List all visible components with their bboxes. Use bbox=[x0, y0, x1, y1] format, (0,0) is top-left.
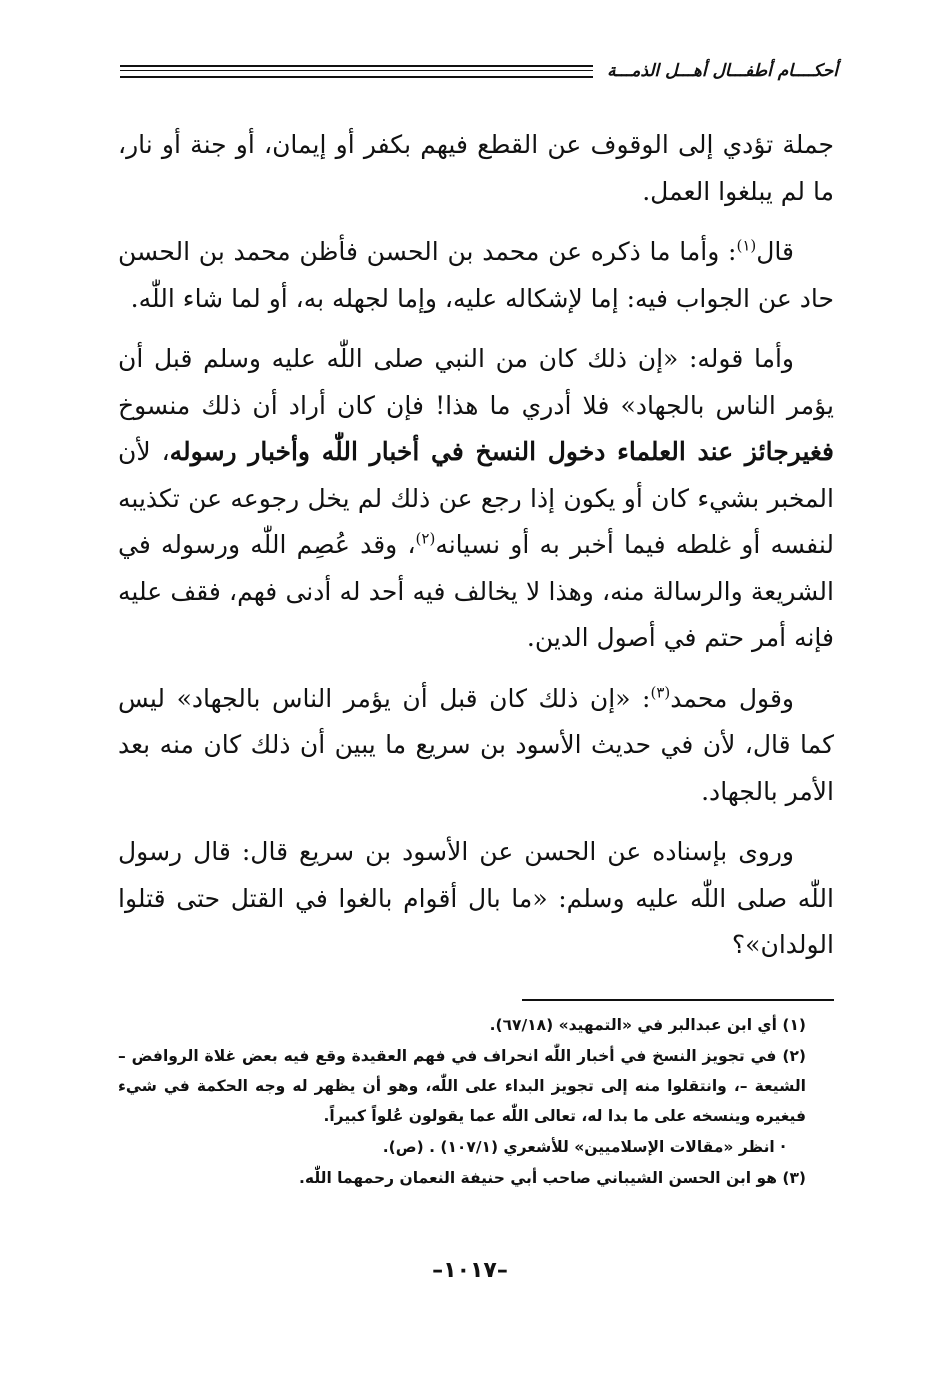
paragraph-1: جملة تؤدي إلى الوقوف عن القطع فيهم بكفر أو إيمان، أو جنة أو نار، ما لم يبلغوا العمل. bbox=[118, 130, 834, 206]
footnote-2-note: · انظر «مقالات الإسلاميين» للأشعري (١٠٧/١) . (ص). bbox=[382, 1138, 786, 1156]
footnote-3: (٣) هو ابن الحسن الشيباني صاحب أبي حنيفة النعمان رحمهما اللّٰه. bbox=[299, 1169, 806, 1187]
footnote-1: (١) أي ابن عبدالبر في «التمهيد» (٦٧/١٨). bbox=[489, 1016, 806, 1034]
paragraph-4-text-b: : «إن ذلك كان قبل أن يؤمر الناس بالجهاد» ليس كما قال، لأن في حديث الأسود بن سريع ما يبين أن ذلك كان منه بعد الأمر بالجهاد. bbox=[118, 683, 834, 806]
paragraph-2-text-a: قال bbox=[756, 237, 794, 266]
header-double-rule bbox=[120, 65, 593, 78]
footnote-separator bbox=[522, 999, 834, 1001]
paragraph-3 bbox=[118, 336, 834, 662]
footnote-ref-1: (١) bbox=[736, 236, 757, 255]
footnote-ref-2: (٢) bbox=[415, 529, 436, 548]
paragraph-3-bold-text: فغيرجائز عند العلماء دخول النسخ في أخبار اللّٰه وأخبار رسوله bbox=[169, 437, 834, 466]
paragraph-4 bbox=[118, 676, 834, 816]
paragraph-3-text-a: وأما قوله: «إن ذلك كان من النبي صلى اللّٰه عليه وسلم قبل أن يؤمر الناس بالجهاد» فلا أدري ما هذا! فإن كان أراد أن ذلك منسوخ bbox=[118, 344, 834, 420]
paragraph-5: وروى بإسناده عن الحسن عن الأسود بن سريع قال: قال رسول اللّٰه صلى اللّٰه عليه وسلم: «ما بال أقوام بالغوا في القتل حتى قتلوا الولدان»؟ bbox=[118, 837, 834, 959]
paragraph-2-text-b: : وأما ما ذكره عن محمد بن الحسن فأظن محمد بن الحسن حاد عن الجواب فيه: إما لإشكاله عليه، وإما لجهله به، أو لما شاء اللّٰه. bbox=[118, 237, 834, 313]
footnotes bbox=[118, 1010, 834, 1194]
main-text bbox=[118, 122, 834, 983]
paragraph-3-text-c: ، وقد عُصِم اللّٰه ورسوله في الشريعة والرسالة منه، وهذا لا يخالف فيه أحد له أدنى فهم، فقف عليه فإنه أمر حتم في أصول الدين. bbox=[118, 530, 834, 652]
footnote-ref-3: (٣) bbox=[650, 683, 671, 702]
footnote-2: (٢) في تجويز النسخ في أخبار اللّٰه انحراف في فهم العقيدة وقع فيه بعض غلاة الروافض – الشيعة –، وانتقلوا منه إلى تجويز البداء على اللّٰه، وهو أن يظهر له وجه الحكمة في شيء فيغيره وينسخه على ما بدا له، تعالى اللّٰه عما يقولون عُلواً كبيراً. bbox=[118, 1047, 806, 1125]
page-number: –١٠١٧– bbox=[432, 1258, 508, 1283]
paragraph-2 bbox=[118, 229, 834, 322]
paragraph-3-text-b: ، لأن المخبر بشيء كان أو يكون إذا رجع عن ذلك لم يخل رجوعه عن تكذيبه لنفسه أو غلطه فيما أخبر به أو نسيانه bbox=[118, 437, 834, 559]
running-header bbox=[120, 56, 838, 86]
header-title: أحكــــام أطفـــال أهـــل الذمـــة bbox=[607, 61, 838, 81]
paragraph-4-text-a: وقول محمد bbox=[670, 683, 794, 713]
